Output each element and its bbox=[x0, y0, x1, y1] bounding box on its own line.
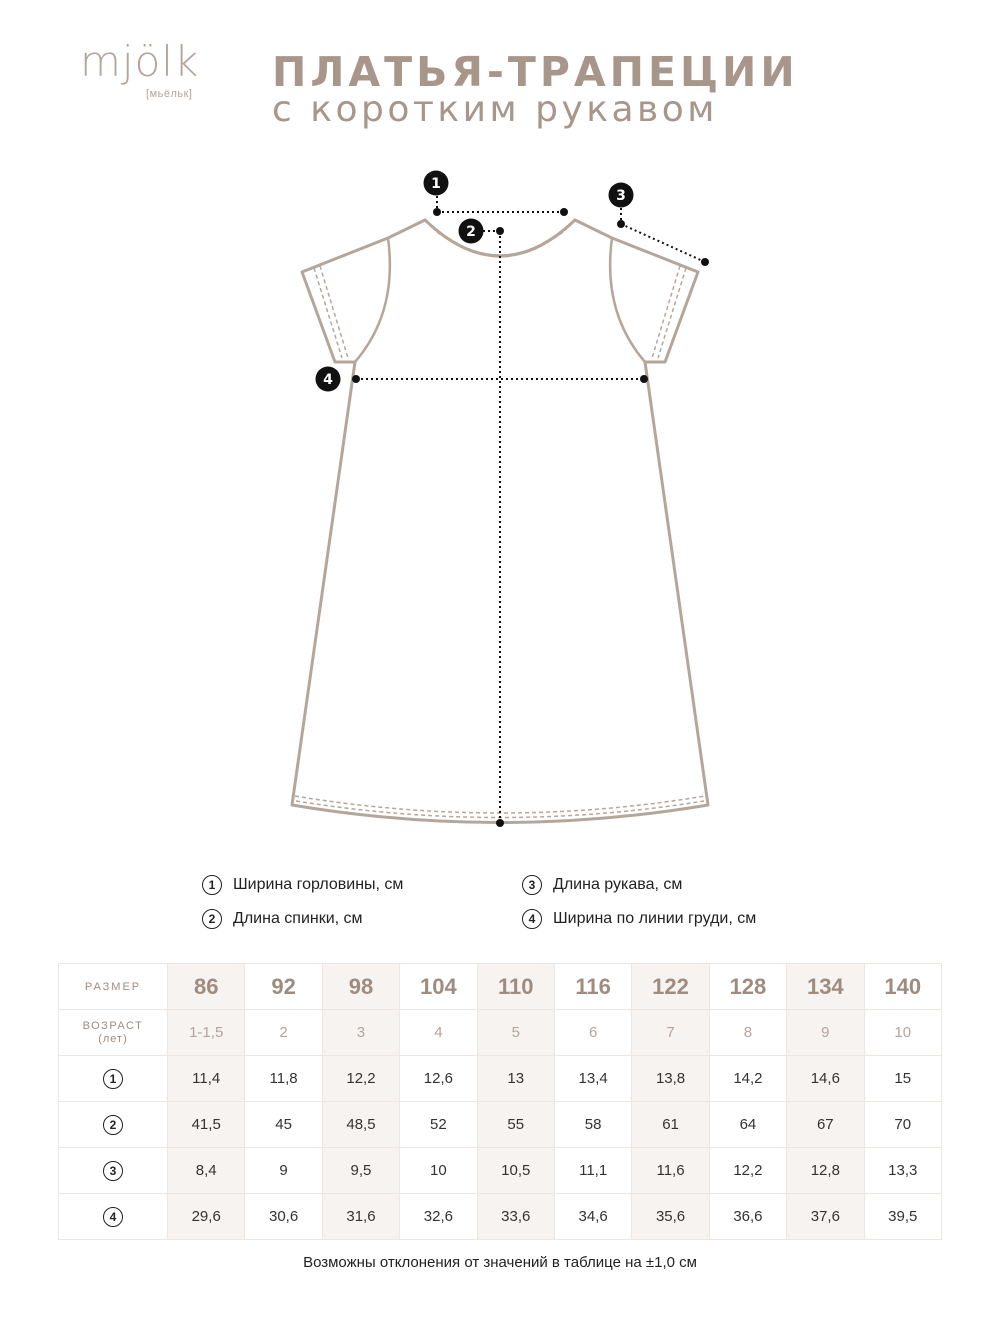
size-cell: 92 bbox=[245, 964, 322, 1010]
measure-dot bbox=[640, 375, 648, 383]
value-cell: 35,6 bbox=[632, 1194, 709, 1240]
row-number-cell bbox=[59, 1056, 168, 1102]
measure-dot bbox=[701, 258, 709, 266]
value-cell: 13 bbox=[477, 1056, 554, 1102]
size-cell: 104 bbox=[400, 964, 477, 1010]
age-cell: 4 bbox=[400, 1010, 477, 1056]
size-cell: 110 bbox=[477, 964, 554, 1010]
legend-number: 1 bbox=[202, 875, 222, 895]
value-cell: 13,4 bbox=[554, 1056, 631, 1102]
value-cell: 11,4 bbox=[168, 1056, 245, 1102]
value-cell: 58 bbox=[554, 1102, 631, 1148]
value-cell: 34,6 bbox=[554, 1194, 631, 1240]
value-cell: 70 bbox=[864, 1102, 941, 1148]
value-cell: 15 bbox=[864, 1056, 941, 1102]
value-cell: 11,8 bbox=[245, 1056, 322, 1102]
age-cell: 1-1,5 bbox=[168, 1010, 245, 1056]
legend-number: 4 bbox=[522, 909, 542, 929]
size-cell: 134 bbox=[787, 964, 864, 1010]
value-cell: 10 bbox=[400, 1148, 477, 1194]
legend-item-back-length bbox=[202, 907, 363, 931]
tolerance-note: Возможны отклонения от значений в таблице на ±1,0 см bbox=[303, 1254, 697, 1271]
value-cell: 9,5 bbox=[322, 1148, 399, 1194]
hem-stitch-1 bbox=[295, 796, 705, 813]
size-header: РАЗМЕР bbox=[59, 964, 168, 1010]
value-cell: 67 bbox=[787, 1102, 864, 1148]
logo-subtitle: [мьёльк] bbox=[146, 88, 193, 100]
row-number: 1 bbox=[103, 1069, 123, 1089]
table-row-ages bbox=[59, 1010, 942, 1056]
measure-dot bbox=[617, 220, 625, 228]
size-cell: 86 bbox=[168, 964, 245, 1010]
marker-3-label: 3 bbox=[616, 188, 626, 204]
value-cell: 14,2 bbox=[709, 1056, 786, 1102]
age-header bbox=[59, 1010, 168, 1056]
measure-dot bbox=[496, 227, 504, 235]
value-cell: 55 bbox=[477, 1102, 554, 1148]
measure-dot bbox=[433, 208, 441, 216]
value-cell: 9 bbox=[245, 1148, 322, 1194]
value-cell: 32,6 bbox=[400, 1194, 477, 1240]
age-cell: 2 bbox=[245, 1010, 322, 1056]
size-cell: 140 bbox=[864, 964, 941, 1010]
value-cell: 29,6 bbox=[168, 1194, 245, 1240]
sleeve-stitch-right-2 bbox=[652, 266, 680, 358]
row-number-cell bbox=[59, 1102, 168, 1148]
size-cell: 116 bbox=[554, 964, 631, 1010]
legend-item-neck-width bbox=[202, 873, 403, 897]
size-cell: 128 bbox=[709, 964, 786, 1010]
table-row-neck-width bbox=[59, 1056, 942, 1102]
legend-label: Ширина горловины, см bbox=[233, 876, 404, 893]
legend-number: 2 bbox=[202, 909, 222, 929]
row-number: 2 bbox=[103, 1115, 123, 1135]
row-number: 3 bbox=[103, 1161, 123, 1181]
age-cell: 9 bbox=[787, 1010, 864, 1056]
value-cell: 45 bbox=[245, 1102, 322, 1148]
value-cell: 14,6 bbox=[787, 1056, 864, 1102]
age-cell: 6 bbox=[554, 1010, 631, 1056]
value-cell: 11,6 bbox=[632, 1148, 709, 1194]
legend-label: Длина спинки, см bbox=[233, 910, 363, 927]
measure-dot bbox=[496, 819, 504, 827]
legend-label: Ширина по линии груди, см bbox=[553, 910, 757, 927]
table-row-chest-width bbox=[59, 1194, 942, 1240]
measure-line-sleeve bbox=[621, 224, 705, 262]
age-cell: 5 bbox=[477, 1010, 554, 1056]
value-cell: 12,8 bbox=[787, 1148, 864, 1194]
table-row-back-length bbox=[59, 1102, 942, 1148]
sleeve-stitch-left-2 bbox=[320, 266, 348, 358]
age-cell: 10 bbox=[864, 1010, 941, 1056]
size-table bbox=[58, 963, 942, 1240]
row-number-cell bbox=[59, 1194, 168, 1240]
size-cell: 98 bbox=[322, 964, 399, 1010]
value-cell: 12,2 bbox=[709, 1148, 786, 1194]
table-row-sizes bbox=[59, 964, 942, 1010]
value-cell: 10,5 bbox=[477, 1148, 554, 1194]
armhole-left bbox=[355, 238, 390, 362]
legend-item-sleeve-length bbox=[522, 873, 682, 897]
value-cell: 33,6 bbox=[477, 1194, 554, 1240]
measure-dot bbox=[560, 208, 568, 216]
value-cell: 64 bbox=[709, 1102, 786, 1148]
legend-number: 3 bbox=[522, 875, 542, 895]
logo-wordmark: mjölk bbox=[80, 37, 200, 86]
marker-2-label: 2 bbox=[466, 224, 476, 240]
value-cell: 61 bbox=[632, 1102, 709, 1148]
value-cell: 12,6 bbox=[400, 1056, 477, 1102]
value-cell: 36,6 bbox=[709, 1194, 786, 1240]
value-cell: 13,3 bbox=[864, 1148, 941, 1194]
value-cell: 13,8 bbox=[632, 1056, 709, 1102]
row-number: 4 bbox=[103, 1207, 123, 1227]
page-title: ПЛАТЬЯ-ТРАПЕЦИИ bbox=[272, 48, 799, 96]
legend-item-chest-width bbox=[522, 907, 756, 931]
marker-4-label: 4 bbox=[323, 372, 333, 388]
value-cell: 37,6 bbox=[787, 1194, 864, 1240]
age-header-title: ВОЗРАСТ bbox=[82, 1019, 144, 1032]
armhole-right bbox=[610, 238, 645, 362]
value-cell: 39,5 bbox=[864, 1194, 941, 1240]
legend-label: Длина рукава, см bbox=[553, 876, 683, 893]
value-cell: 41,5 bbox=[168, 1102, 245, 1148]
page-subtitle: с коротким рукавом bbox=[272, 89, 718, 130]
table-row-sleeve-length bbox=[59, 1148, 942, 1194]
value-cell: 30,6 bbox=[245, 1194, 322, 1240]
age-cell: 7 bbox=[632, 1010, 709, 1056]
value-cell: 11,1 bbox=[554, 1148, 631, 1194]
value-cell: 12,2 bbox=[322, 1056, 399, 1102]
value-cell: 52 bbox=[400, 1102, 477, 1148]
value-cell: 8,4 bbox=[168, 1148, 245, 1194]
marker-1-label: 1 bbox=[431, 176, 441, 192]
row-number-cell bbox=[59, 1148, 168, 1194]
measure-dot bbox=[352, 375, 360, 383]
age-cell: 8 bbox=[709, 1010, 786, 1056]
size-cell: 122 bbox=[632, 964, 709, 1010]
age-cell: 3 bbox=[322, 1010, 399, 1056]
age-header-unit: (лет) bbox=[98, 1032, 128, 1045]
value-cell: 48,5 bbox=[322, 1102, 399, 1148]
value-cell: 31,6 bbox=[322, 1194, 399, 1240]
